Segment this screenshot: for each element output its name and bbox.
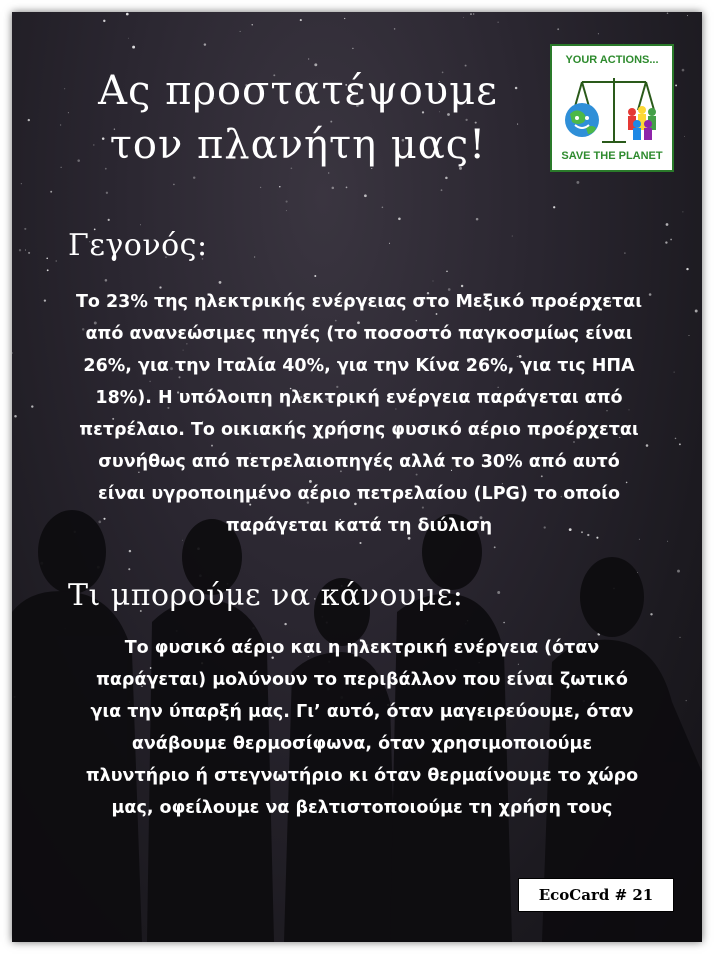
action-line: ανάβουμε θερμοσίφωνα, όταν χρησιμοποιούμε bbox=[131, 734, 593, 754]
fact-paragraph bbox=[32, 286, 686, 542]
fact-line: είναι υγροποιημένο αέριο πετρελαίου (LPG) το οποίο bbox=[97, 484, 621, 504]
globe-icon bbox=[565, 103, 599, 137]
fact-line: Το 23% της ηλεκτρικής ενέργειας στο Μεξικό προέρχεται bbox=[75, 292, 643, 312]
fact-line: συνήθως από πετρελαιοπηγές αλλά το 30% από αυτό bbox=[98, 452, 620, 472]
fact-line: 26%, για την Ιταλία 40%, για την Κίνα 26%, για τις ΗΠΑ bbox=[83, 356, 635, 376]
action-line: για την ύπαρξή μας. Γι’ αυτό, όταν μαγειρεύουμε, όταν bbox=[90, 702, 634, 722]
title-line-2: τον πλανήτη μας! bbox=[109, 122, 487, 168]
fact-line: παράγεται κατά τη διύλιση bbox=[225, 516, 493, 536]
people-icon bbox=[628, 106, 656, 140]
title-line-1: Ας προστατέψουμε bbox=[98, 68, 498, 114]
action-line: Το φυσικό αέριο και η ηλεκτρική ενέργεια (όταν bbox=[124, 638, 600, 658]
fact-heading: Γεγονός: bbox=[68, 228, 208, 263]
fact-line: 18%). Η υπόλοιπη ηλεκτρική ενέργεια παράγεται από bbox=[95, 388, 623, 408]
ecocard-number-badge: EcoCard # 21 bbox=[518, 878, 674, 912]
action-line: παράγεται) μολύνουν το περιβάλλον που είναι ζωτικό bbox=[96, 670, 628, 690]
ecocard bbox=[12, 12, 702, 942]
fact-line: από ανανεώσιμες πηγές (το ποσοστό παγκοσμίως είναι bbox=[85, 324, 633, 344]
action-line: πλυντήριο ή στεγνωτήριο κι όταν θερμαίνουμε το χώρο bbox=[85, 766, 639, 786]
your-actions-logo bbox=[550, 44, 674, 172]
logo-bottom-text: SAVE THE PLANET bbox=[561, 150, 663, 162]
action-line: μας, οφείλουμε να βελτιστοποιούμε τη χρήση τους bbox=[111, 798, 613, 818]
logo-graphic bbox=[562, 68, 666, 148]
action-paragraph bbox=[52, 632, 672, 824]
action-heading: Τι μπορούμε να κάνουμε: bbox=[68, 578, 464, 613]
page-title bbox=[68, 64, 528, 172]
fact-line: πετρέλαιο. Το οικιακής χρήσης φυσικό αέριο προέρχεται bbox=[79, 420, 639, 440]
logo-top-text: YOUR ACTIONS... bbox=[565, 54, 659, 66]
